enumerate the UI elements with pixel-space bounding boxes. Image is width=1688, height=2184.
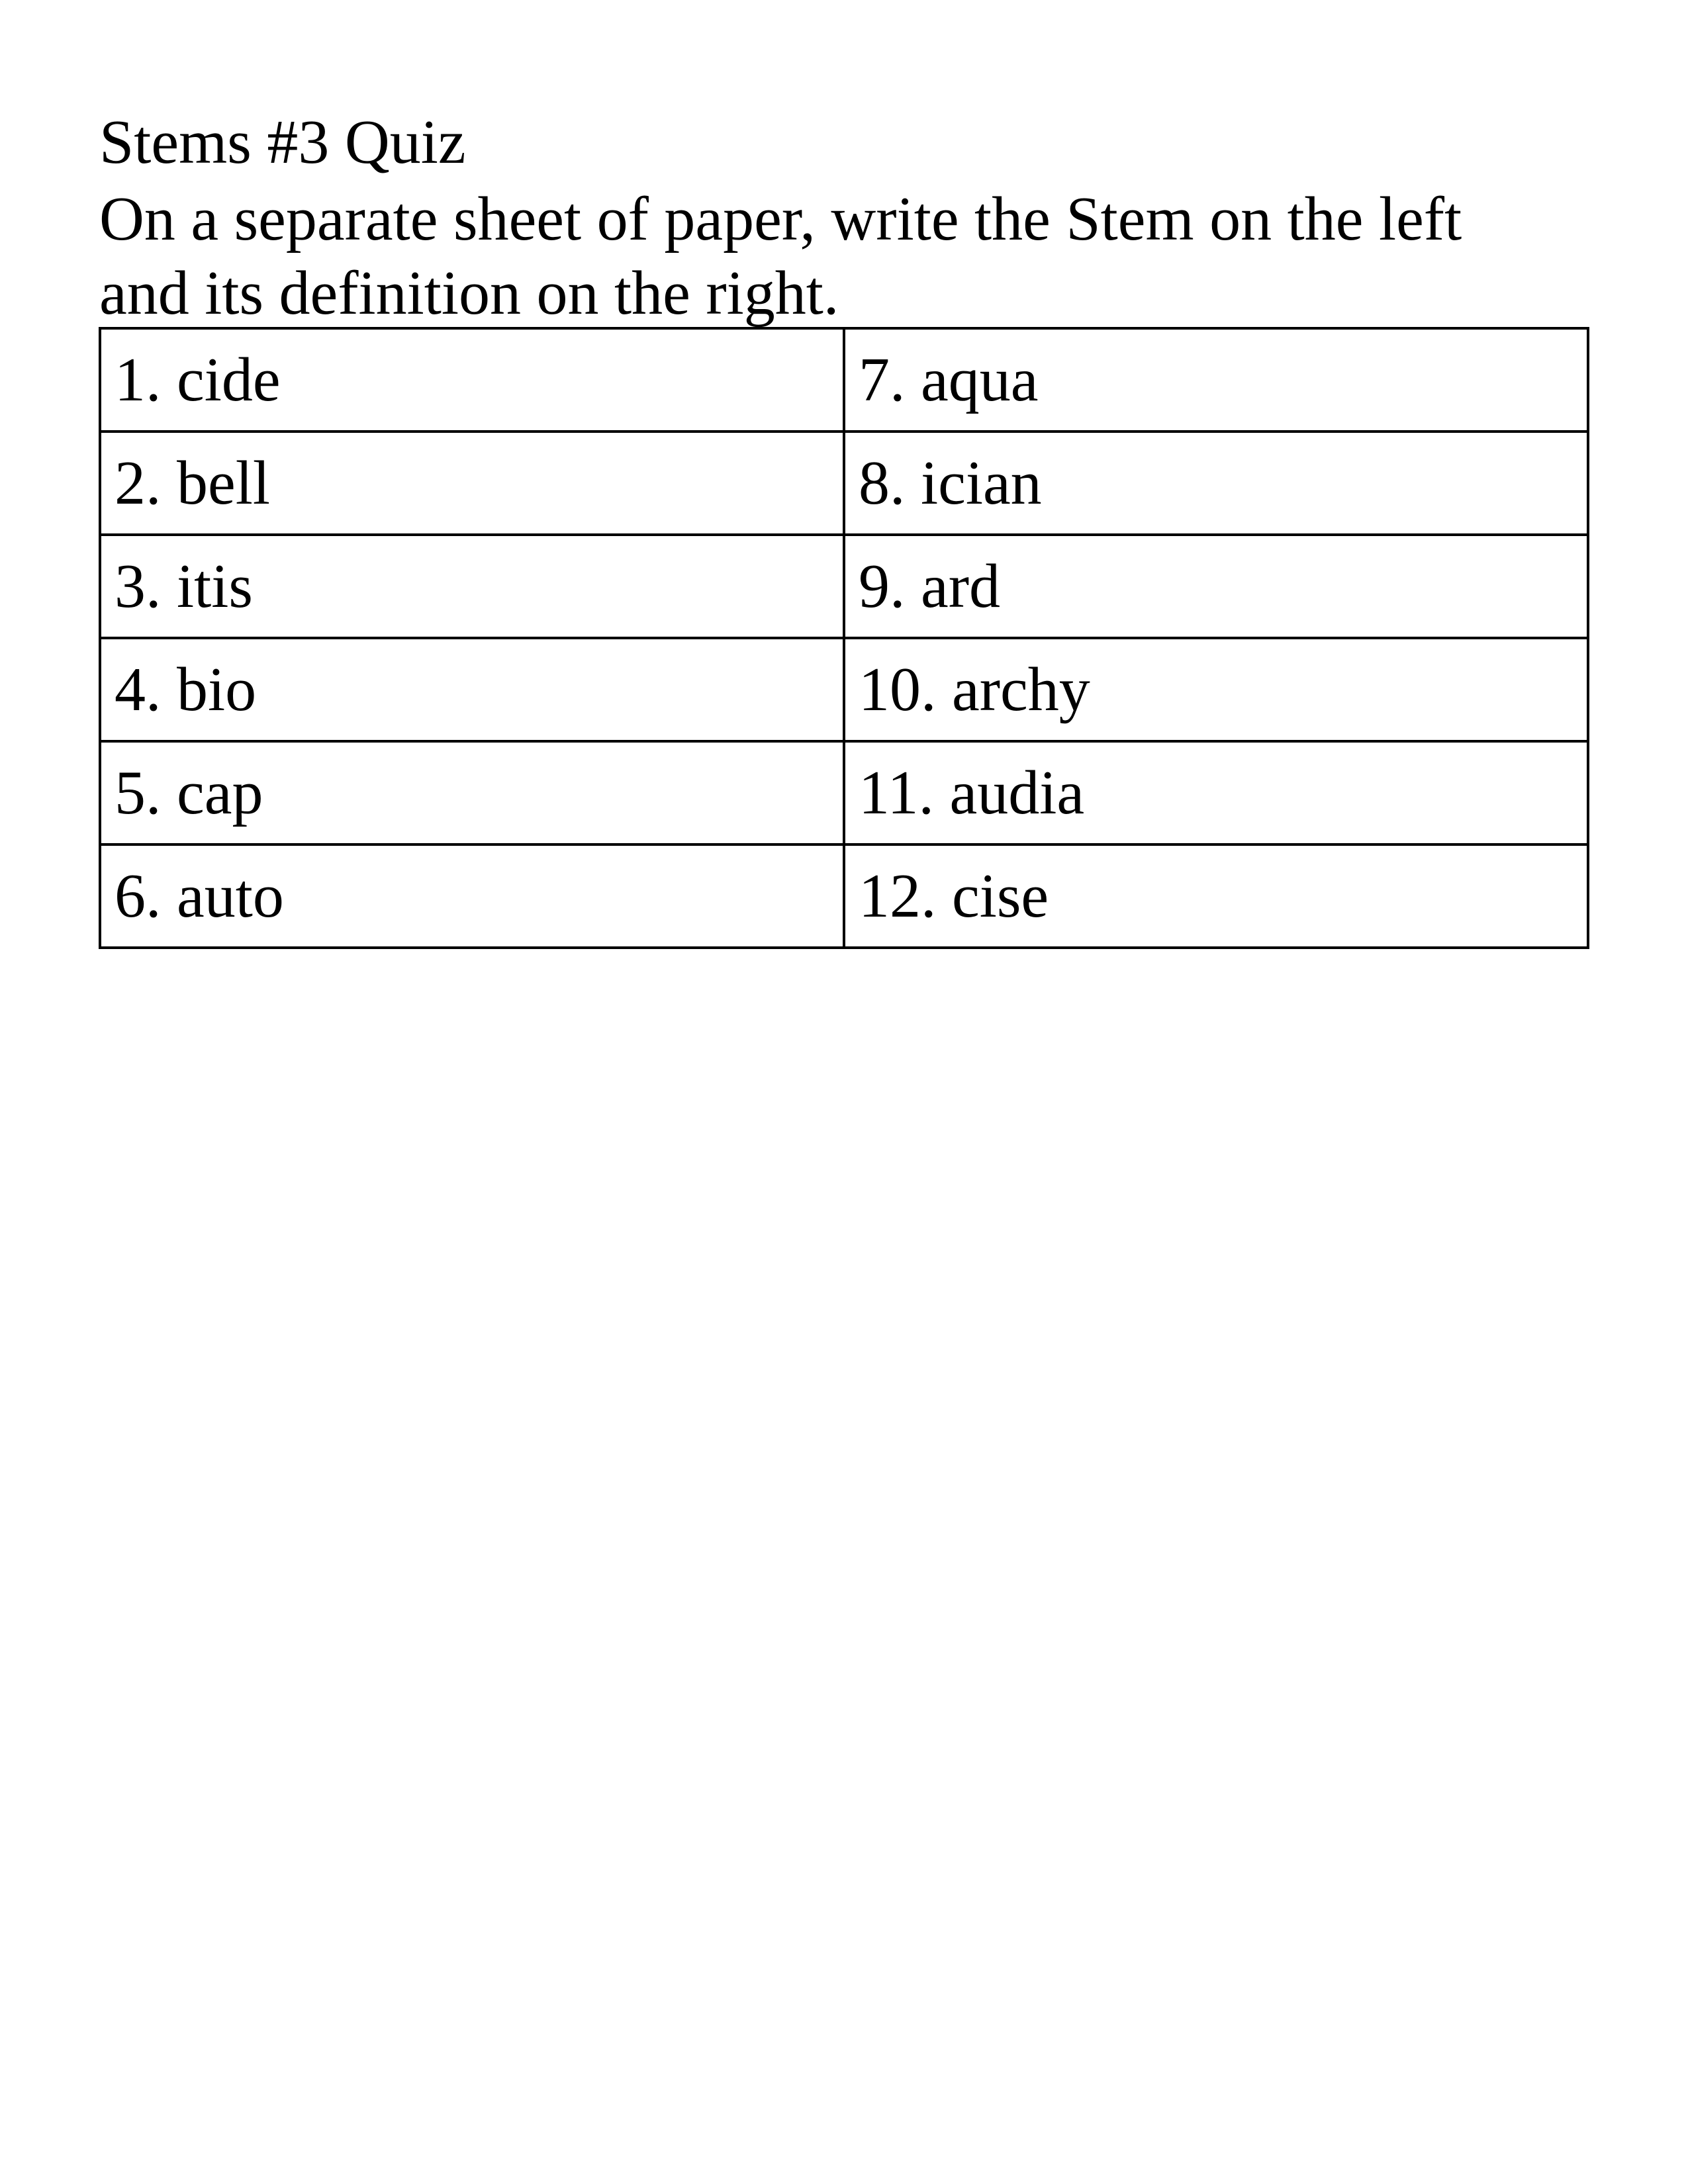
stem-cell-right: 10. archy <box>844 638 1588 741</box>
table-row <box>100 844 1588 948</box>
table-row <box>100 535 1588 638</box>
table-row <box>100 432 1588 535</box>
table-row <box>100 638 1588 741</box>
stem-cell-left: 5. cap <box>100 741 844 844</box>
stem-cell-left: 6. auto <box>100 844 844 948</box>
stem-cell-left: 1. cide <box>100 328 844 432</box>
instructions-line-2: and its definition on the right. <box>99 259 839 328</box>
table-row <box>100 741 1588 844</box>
page-title: Stems #3 Quiz <box>99 108 466 177</box>
stem-cell-right: 9. ard <box>844 535 1588 638</box>
stem-cell-right: 7. aqua <box>844 328 1588 432</box>
table-row <box>100 328 1588 432</box>
stem-cell-left: 4. bio <box>100 638 844 741</box>
stem-cell-left: 3. itis <box>100 535 844 638</box>
instructions-line-1: On a separate sheet of paper, write the Stem on the left <box>99 185 1462 253</box>
stem-cell-left: 2. bell <box>100 432 844 535</box>
instructions <box>99 182 1622 330</box>
stem-cell-right: 11. audia <box>844 741 1588 844</box>
stem-cell-right: 8. ician <box>844 432 1588 535</box>
stem-cell-right: 12. cise <box>844 844 1588 948</box>
stems-table <box>99 327 1589 949</box>
